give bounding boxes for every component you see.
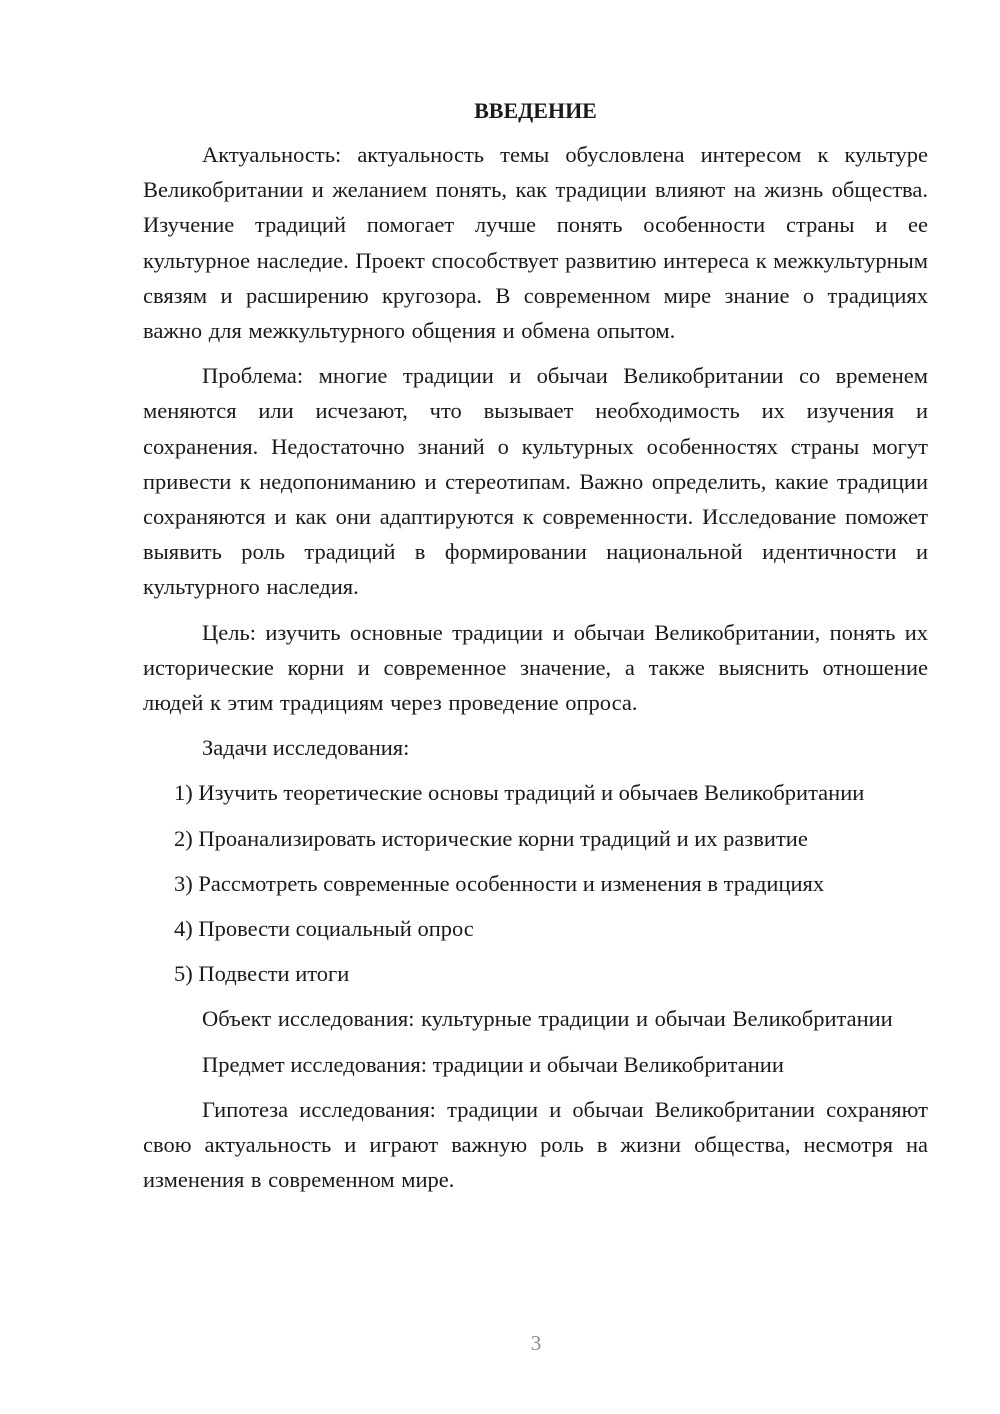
document-body (143, 93, 928, 1207)
task-item-2: 2) Проанализировать исторические корни традиций и их развитие (174, 825, 808, 851)
page-title: ВВЕДЕНИЕ (474, 98, 597, 123)
task-item-5: 5) Подвести итоги (174, 961, 350, 987)
paragraph-subject: Предмет исследования: традиции и обычаи Великобритании (202, 1051, 784, 1077)
task-item-1: 1) Изучить теоретические основы традиций и обычаев Великобритании (174, 780, 865, 806)
tasks-heading: Задачи исследования: (202, 735, 410, 761)
paragraph-hypothesis: Гипотеза исследования: традиции и обычаи Великобритании сохраняют свою актуальность и играют важную роль в жизни общества, несмотря на изменения в современном мире. (143, 1096, 928, 1193)
paragraph-relevance: Актуальность: актуальность темы обусловлена интересом к культуре Великобритании и желанием понять, как традиции влияют на жизнь общества. Изучение традиций помогает лучше понять особенности страны и ее культурное наследие. Проект способствует развитию интереса к межкультурным связям и расширению кругозора. В современном мире знание о традициях важно для межкультурного общения и обмена опытом. (143, 142, 929, 344)
paragraph-object: Объект исследования: культурные традиции и обычаи Великобритании (202, 1006, 893, 1032)
task-item-4: 4) Провести социальный опрос (174, 916, 474, 942)
task-item-3: 3) Рассмотреть современные особенности и изменения в традициях (174, 870, 825, 896)
paragraph-problem: Проблема: многие традиции и обычаи Великобритании со временем меняются или исчезают, что вызывает необходимость их изучения и сохранения. Недостаточно знаний о культурных особенностях страны могут привести к недопониманию и стереотипам. Важно определить, какие традиции сохраняются и как они адаптируются к современности. Исследование поможет выявить роль традиций в формировании национальной идентичности и культурного наследия. (143, 363, 928, 600)
paragraph-goal: Цель: изучить основные традиции и обычаи Великобритании, понять их исторические корни и современное значение, а также выяснить отношение людей к этим традициям через проведение опроса. (143, 619, 928, 716)
page-number: 3 (530, 1331, 542, 1355)
